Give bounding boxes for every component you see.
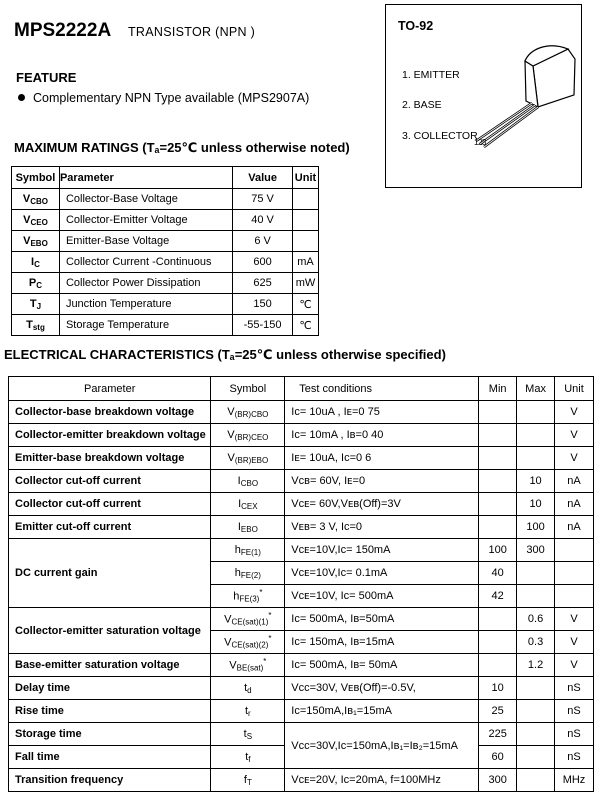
symbol-letter: h (233, 590, 240, 603)
param-cell: Storage time (9, 723, 211, 746)
symbol-letter: t (244, 681, 248, 694)
max-cell (517, 769, 555, 792)
unit-cell (555, 562, 594, 585)
symbol-cell (211, 401, 285, 424)
symbol-cell (211, 631, 285, 654)
table-row (12, 252, 319, 273)
unit-cell: nS (555, 677, 594, 700)
note-asterisk: * (259, 588, 263, 598)
max-cell (517, 585, 555, 608)
symbol-letter: V (23, 234, 31, 247)
unit-cell (555, 585, 594, 608)
min-cell: 225 (479, 723, 517, 746)
unit-cell: V (555, 631, 594, 654)
condition-cell: Iᴄ=150mA,Iʙ₁=15mA (285, 700, 479, 723)
param-cell: Transition frequency (9, 769, 211, 792)
rating-parameter: Emitter-Base Voltage (59, 231, 232, 252)
min-cell (479, 631, 517, 654)
min-cell (479, 654, 517, 677)
rating-symbol (12, 273, 60, 294)
symbol-letter: V (224, 636, 232, 649)
symbol-subscript: CEO (30, 217, 48, 227)
symbol-letter: V (22, 192, 31, 205)
min-cell (479, 424, 517, 447)
param-cell: Collector-base breakdown voltage (9, 401, 211, 424)
symbol-subscript: FE(1) (240, 547, 261, 557)
col-header-min: Min (479, 377, 517, 401)
min-cell (479, 470, 517, 493)
symbol-letter: t (245, 750, 249, 763)
rating-parameter: Collector Current -Continuous (59, 252, 232, 273)
device-type: TRANSISTOR (NPN ) (128, 25, 256, 39)
condition-cell: Iᴄ= 150mA, Iʙ=15mA (285, 631, 479, 654)
electrical-heading: ELECTRICAL CHARACTERISTICS (Tₐ=25℃ unless otherwise specified) (4, 347, 446, 362)
pin-label-collector: 3. COLLECTOR (402, 130, 478, 142)
symbol-letter: I (237, 474, 241, 487)
col-header-symbol: Symbol (12, 167, 60, 189)
rating-symbol (12, 315, 60, 336)
rating-parameter: Collector-Emitter Voltage (59, 210, 232, 231)
rating-unit (292, 189, 318, 210)
symbol-subscript: (BR)CBO (234, 409, 269, 419)
unit-cell: nS (555, 723, 594, 746)
rating-parameter: Collector-Base Voltage (59, 189, 232, 210)
param-cell: Fall time (9, 746, 211, 769)
col-header-test-conditions: Test conditions (285, 377, 479, 401)
symbol-subscript: BE(sat) (236, 663, 264, 673)
symbol-subscript: C (34, 259, 40, 269)
symbol-letter: V (227, 428, 235, 441)
min-cell: 40 (479, 562, 517, 585)
symbol-subscript: J (36, 301, 42, 311)
table-row (9, 654, 594, 677)
unit-cell: nA (555, 470, 594, 493)
symbol-cell (211, 654, 285, 677)
symbol-cell (211, 769, 285, 792)
max-cell: 0.3 (517, 631, 555, 654)
unit-cell: nS (555, 700, 594, 723)
table-row (9, 516, 594, 539)
condition-cell: Vᴄᴇ=10V, Iᴄ= 500mA (285, 585, 479, 608)
rating-value: 6 V (233, 231, 293, 252)
symbol-cell (211, 447, 285, 470)
condition-cell: Vᴄʙ= 60V, Iᴇ=0 (285, 470, 479, 493)
table-row (12, 231, 319, 252)
rating-unit (292, 210, 318, 231)
param-cell: DC current gain (9, 539, 211, 608)
table-row (9, 539, 594, 562)
table-row (9, 677, 594, 700)
part-number: MPS2222A (14, 20, 112, 41)
note-asterisk: * (263, 657, 267, 667)
max-cell: 300 (517, 539, 555, 562)
rating-symbol (12, 210, 60, 231)
col-header-value: Value (233, 167, 293, 189)
symbol-cell (211, 493, 285, 516)
pin-numbers: 123 (474, 138, 486, 147)
condition-cell: Vᴄᴄ=30V,Iᴄ=150mA,Iʙ₁=Iʙ₂=15mA (285, 723, 479, 769)
max-cell (517, 562, 555, 585)
symbol-letter: f (243, 773, 247, 786)
param-cell: Collector cut-off current (9, 493, 211, 516)
symbol-cell (211, 723, 285, 746)
symbol-subscript: FE(3) (239, 594, 260, 604)
table-header-row (12, 167, 319, 189)
symbol-letter: V (227, 451, 235, 464)
col-header-unit: Unit (555, 377, 594, 401)
symbol-letter: V (227, 405, 235, 418)
table-row (9, 769, 594, 792)
col-header-max: Max (517, 377, 555, 401)
table-header-row (9, 377, 594, 401)
table-row (9, 723, 594, 746)
param-cell: Collector cut-off current (9, 470, 211, 493)
rating-parameter: Collector Power Dissipation (59, 273, 232, 294)
max-ratings-heading: MAXIMUM RATINGS (Tₐ=25℃ unless otherwise noted) (14, 140, 350, 155)
symbol-subscript: S (246, 731, 253, 741)
min-cell: 60 (479, 746, 517, 769)
unit-cell: nA (555, 516, 594, 539)
max-cell: 10 (517, 470, 555, 493)
symbol-subscript: T (246, 777, 252, 787)
condition-cell: Vᴄᴄ=30V, Vᴇʙ(Off)=-0.5V, (285, 677, 479, 700)
symbol-cell (211, 677, 285, 700)
rating-value: 600 (233, 252, 293, 273)
unit-cell: V (555, 608, 594, 631)
max-cell (517, 677, 555, 700)
min-cell (479, 447, 517, 470)
symbol-cell (211, 585, 285, 608)
table-row (9, 424, 594, 447)
symbol-letter: T (26, 318, 33, 331)
bullet-icon (18, 94, 25, 101)
rating-symbol (12, 231, 60, 252)
rating-unit: mA (292, 252, 318, 273)
pin-label-emitter: 1. EMITTER (402, 69, 460, 81)
table-row (9, 447, 594, 470)
max-cell (517, 723, 555, 746)
condition-cell: Iᴄ= 10mA , Iʙ=0 40 (285, 424, 479, 447)
symbol-subscript: stg (32, 322, 45, 332)
symbol-subscript: CBO (30, 196, 49, 206)
symbol-subscript: CEX (241, 501, 258, 511)
table-row (12, 273, 319, 294)
symbol-subscript: d (247, 685, 252, 695)
condition-cell: Iᴄ= 500mA, Iʙ= 50mA (285, 654, 479, 677)
symbol-cell (211, 608, 285, 631)
max-cell (517, 746, 555, 769)
min-cell: 10 (479, 677, 517, 700)
param-cell: Base-emitter saturation voltage (9, 654, 211, 677)
condition-cell: Iᴄ= 10uA , Iᴇ=0 75 (285, 401, 479, 424)
feature-heading: FEATURE (16, 70, 77, 85)
symbol-subscript: CE(sat)(2) (231, 640, 269, 650)
condition-cell: Vᴄᴇ=20V, Iᴄ=20mA, f=100MHz (285, 769, 479, 792)
max-cell: 100 (517, 516, 555, 539)
max-cell: 1.2 (517, 654, 555, 677)
symbol-cell (211, 516, 285, 539)
pin-label-base: 2. BASE (402, 99, 442, 111)
symbol-letter: I (238, 497, 242, 510)
electrical-table (8, 376, 594, 792)
symbol-letter: t (243, 727, 247, 740)
symbol-subscript: EBO (240, 524, 258, 534)
symbol-subscript: CBO (240, 478, 259, 488)
package-name: TO-92 (398, 19, 434, 33)
rating-value: 625 (233, 273, 293, 294)
table-row (12, 210, 319, 231)
col-header-unit: Unit (292, 167, 318, 189)
symbol-subscript: EBO (30, 238, 48, 248)
symbol-letter: h (234, 566, 241, 579)
rating-unit: ℃ (292, 315, 318, 336)
symbol-letter: V (23, 213, 31, 226)
symbol-subscript: FE(2) (240, 570, 261, 580)
symbol-letter: I (237, 520, 241, 533)
unit-cell (555, 539, 594, 562)
symbol-cell (211, 746, 285, 769)
symbol-cell (211, 424, 285, 447)
table-row (9, 608, 594, 631)
unit-cell: nA (555, 493, 594, 516)
unit-cell: V (555, 424, 594, 447)
rating-unit: mW (292, 273, 318, 294)
min-cell: 300 (479, 769, 517, 792)
condition-cell: Vᴄᴇ=10V,Iᴄ= 150mA (285, 539, 479, 562)
min-cell (479, 401, 517, 424)
symbol-subscript: f (248, 754, 251, 764)
symbol-letter: P (28, 276, 37, 289)
rating-value: 75 V (233, 189, 293, 210)
unit-cell: V (555, 654, 594, 677)
param-cell: Delay time (9, 677, 211, 700)
rating-symbol (12, 189, 60, 210)
package-box (385, 4, 582, 188)
min-cell (479, 516, 517, 539)
table-row (12, 294, 319, 315)
param-cell: Collector-emitter saturation voltage (9, 608, 211, 654)
col-header-parameter: Parameter (9, 377, 211, 401)
param-cell: Collector-emitter breakdown voltage (9, 424, 211, 447)
max-cell (517, 447, 555, 470)
min-cell: 25 (479, 700, 517, 723)
symbol-letter: I (31, 255, 35, 268)
symbol-letter: t (244, 704, 249, 717)
unit-cell: MHz (555, 769, 594, 792)
max-cell (517, 700, 555, 723)
symbol-subscript: (BR)EBO (234, 455, 269, 465)
col-header-parameter: Parameter (59, 167, 232, 189)
note-asterisk: * (268, 611, 272, 621)
symbol-cell (211, 700, 285, 723)
param-cell: Rise time (9, 700, 211, 723)
max-cell (517, 401, 555, 424)
min-cell: 100 (479, 539, 517, 562)
condition-cell: Vᴄᴇ= 60V,Vᴇʙ(Off)=3V (285, 493, 479, 516)
symbol-letter: T (29, 297, 37, 310)
feature-text: Complementary NPN Type available (MPS2907A) (33, 91, 310, 105)
table-row (12, 315, 319, 336)
max-cell (517, 424, 555, 447)
rating-parameter: Junction Temperature (59, 294, 232, 315)
min-cell (479, 493, 517, 516)
rating-value: -55-150 (233, 315, 293, 336)
max-cell: 0.6 (517, 608, 555, 631)
condition-cell: Vᴄᴇ=10V,Iᴄ= 0.1mA (285, 562, 479, 585)
symbol-subscript: C (36, 280, 43, 290)
symbol-letter: V (224, 613, 232, 626)
symbol-letter: h (234, 543, 241, 556)
feature-item (18, 91, 309, 105)
min-cell (479, 608, 517, 631)
rating-unit: ℃ (292, 294, 318, 315)
condition-cell: Vᴇʙ= 3 V, Iᴄ=0 (285, 516, 479, 539)
rating-parameter: Storage Temperature (59, 315, 232, 336)
table-row (9, 401, 594, 424)
table-row (9, 493, 594, 516)
unit-cell: V (555, 447, 594, 470)
max-ratings-table (11, 166, 319, 336)
unit-cell: nS (555, 746, 594, 769)
symbol-subscript: r (248, 708, 251, 718)
symbol-subscript: CE(sat)(1) (231, 617, 269, 627)
rating-value: 40 V (233, 210, 293, 231)
param-cell: Emitter cut-off current (9, 516, 211, 539)
symbol-subscript: (BR)CEO (234, 432, 269, 442)
rating-value: 150 (233, 294, 293, 315)
rating-symbol (12, 294, 60, 315)
rating-symbol (12, 252, 60, 273)
symbol-letter: V (229, 659, 237, 672)
max-cell: 10 (517, 493, 555, 516)
unit-cell: V (555, 401, 594, 424)
symbol-cell (211, 470, 285, 493)
min-cell: 42 (479, 585, 517, 608)
rating-unit (292, 231, 318, 252)
table-row (9, 700, 594, 723)
symbol-cell (211, 562, 285, 585)
symbol-cell (211, 539, 285, 562)
col-header-symbol: Symbol (211, 377, 285, 401)
table-row (12, 189, 319, 210)
condition-cell: Iᴇ= 10uA, Iᴄ=0 6 (285, 447, 479, 470)
condition-cell: Iᴄ= 500mA, Iʙ=50mA (285, 608, 479, 631)
param-cell: Emitter-base breakdown voltage (9, 447, 211, 470)
note-asterisk: * (268, 634, 272, 644)
table-row (9, 470, 594, 493)
